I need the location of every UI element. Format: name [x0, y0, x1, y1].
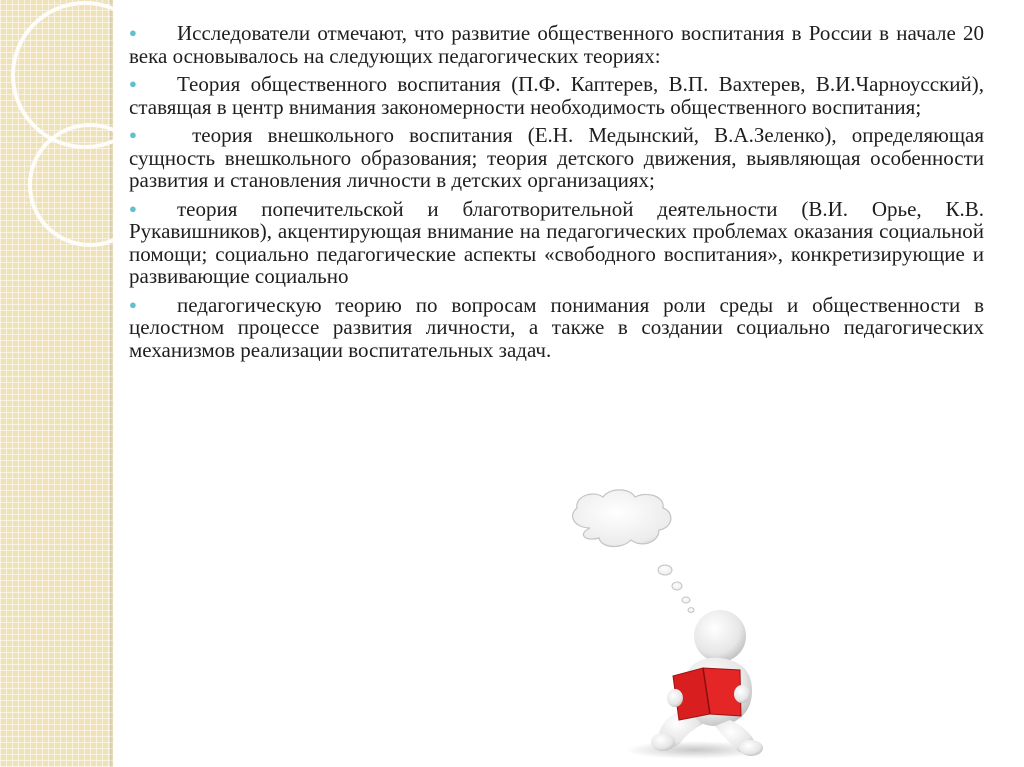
paragraph-text: теория внешкольного воспитания (Е.Н. Медынский, В.А.Зеленко), определяющая сущность внешкольного образования; теория детского движения, выявляющая особенности развития и становления личности в детских организациях; — [129, 123, 984, 192]
thought-bubble-tiny — [688, 608, 694, 613]
thought-cloud-icon — [573, 490, 671, 547]
decorative-circles — [0, 0, 140, 300]
bullet-icon: ● — [129, 76, 137, 91]
figure-hand-right — [734, 685, 750, 703]
thought-bubble-large — [658, 565, 672, 575]
open-red-book-icon — [667, 668, 750, 720]
bullet-icon: ● — [129, 200, 137, 216]
thought-bubble-medium — [672, 582, 682, 590]
bullet-list — [129, 22, 984, 367]
bullet-paragraph-1 — [129, 22, 984, 67]
reading-figure-illustration — [555, 488, 770, 763]
figure-foot-left — [651, 733, 675, 751]
thought-bubble-small — [682, 597, 690, 603]
bullet-icon: ● — [129, 25, 137, 40]
paragraph-text: Исследователи отмечают, что развитие общественного воспитания в России в начале 20 века основывалось на следующих педагогических теориях: — [129, 21, 984, 68]
figure-foot-right — [739, 740, 763, 756]
thought-bubbles-icon — [658, 565, 694, 612]
bullet-paragraph-4 — [129, 198, 984, 288]
paragraph-text: теория попечительской и благотворительной деятельности (В.И. Орье, К.В. Рукавишников), акцентирующая внимание на педагогических проблемах оказания социальной помощи; социально педагогические аспекты «свободного воспитания», конкретизирующие и развивающие социально — [129, 196, 984, 288]
figure-hand-left — [667, 689, 683, 707]
decorative-circle-lower — [30, 125, 140, 245]
bullet-icon: ● — [129, 296, 137, 312]
bullet-paragraph-3 — [129, 124, 984, 192]
paragraph-text: педагогическую теорию по вопросам понимания роли среды и общественности в целостном процессе развития личности, а также в создании социально педагогических механизмов реализации воспитательных задач. — [129, 292, 984, 362]
paragraph-text: Теория общественного воспитания (П.Ф. Каптерев, В.П. Вахтерев, В.И.Чарноусский), ставящая в центр внимания закономерности необходимость общественного воспитания; — [129, 72, 984, 119]
bullet-paragraph-2 — [129, 73, 984, 118]
bullet-paragraph-5 — [129, 294, 984, 362]
bullet-icon: ● — [129, 127, 137, 142]
figure-head — [694, 610, 746, 662]
